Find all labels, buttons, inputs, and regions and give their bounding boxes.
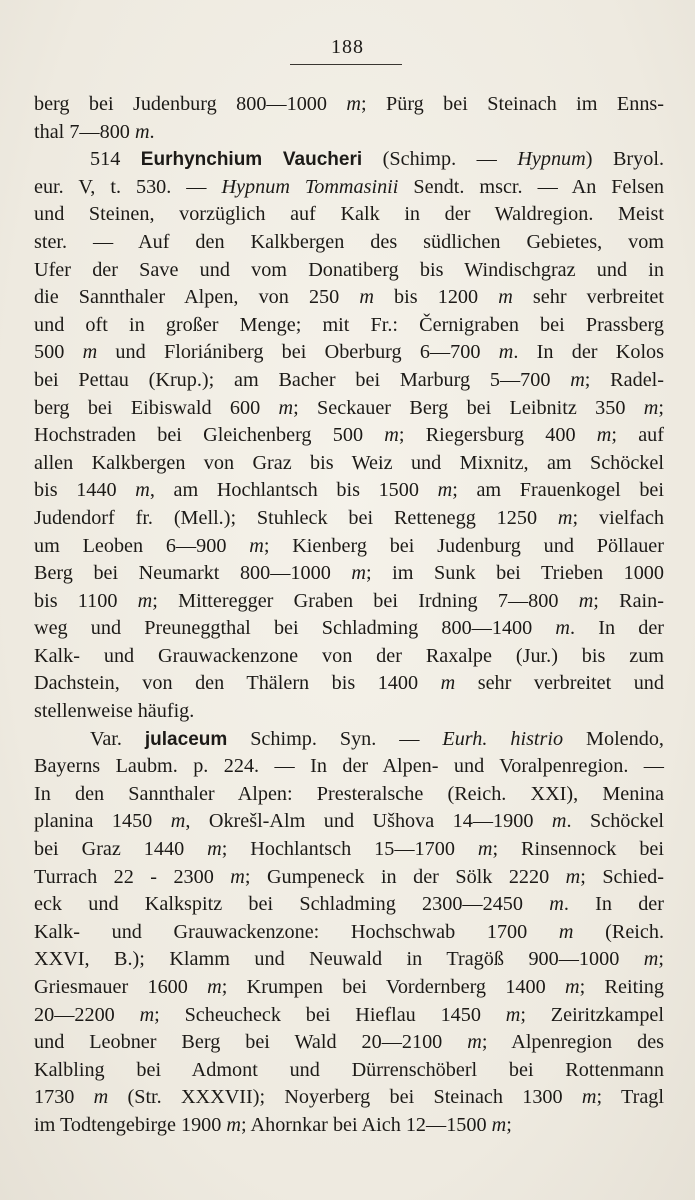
text-segment: ster. — Auf den Kalkbergen des südlichen Gebietes, vom (34, 230, 664, 253)
italic-text: m (359, 286, 374, 309)
text-segment: , Okrešl-Alm und Ušhova 14—1900 (185, 810, 552, 833)
text-segment: um Leoben 6—900 (34, 534, 250, 557)
text-line (34, 919, 664, 947)
text-segment: Turrach 22 - 2300 (34, 865, 231, 888)
text-line (34, 615, 664, 643)
text-segment: Var. (90, 727, 145, 750)
text-segment: ; Riegersburg 400 (398, 424, 597, 447)
italic-text: m (346, 93, 361, 115)
text-segment: berg bei Judenburg 800—1000 (34, 93, 347, 115)
italic-text: m (491, 1113, 507, 1136)
text-segment: bei Pettau (Krup.); am Bacher bei Marburg 5—700 (34, 368, 571, 391)
text-segment: ; Rinsennock bei (492, 838, 664, 861)
text-segment: ; Kienberg bei Judenburg und Pöllauer (263, 534, 664, 557)
italic-text: m (135, 479, 150, 502)
text-segment: 20—2200 (34, 1003, 140, 1026)
text-segment: im Todtengebirge 1900 (34, 1113, 227, 1136)
text-segment: ; Radel- (584, 368, 664, 391)
text-line (34, 505, 664, 533)
italic-text: m (643, 396, 659, 419)
text-line (34, 864, 664, 892)
text-segment: weg und Preuneggthal bei Schladming 800—1400 (34, 617, 556, 640)
italic-text: m (467, 1031, 482, 1054)
italic-text: m (565, 976, 580, 998)
text-segment: sehr verbreitet (512, 286, 664, 309)
text-segment: (Str. XXXVII); Noyerberg bei Steinach 1300 (108, 1086, 582, 1109)
italic-text: m (134, 120, 150, 143)
text-line (34, 229, 664, 257)
text-line (34, 395, 664, 423)
italic-text: m (437, 479, 453, 502)
text-line (34, 698, 664, 726)
text-segment: ; Hochlantsch 15—1700 (221, 838, 478, 861)
text-segment: Hochstraden bei Gleichenberg 500 (34, 424, 385, 447)
text-line (34, 781, 664, 809)
text-line (34, 422, 664, 450)
text-line (34, 450, 664, 478)
text-segment: Kalk- und Grauwackenzone: Hochschwab 1700 (34, 920, 559, 943)
text-line (34, 974, 664, 1002)
italic-text: m (207, 976, 222, 998)
italic-text: m (477, 838, 493, 861)
italic-text: m (581, 1086, 597, 1109)
italic-text: m (139, 1003, 155, 1026)
text-segment: Dachstein, von den Thälern bis 1400 (34, 672, 441, 695)
italic-text: m (226, 1113, 241, 1136)
text-segment: eur. V, t. 530. — (34, 175, 222, 198)
text-segment: Sendt. mscr. — An Felsen (398, 175, 664, 198)
italic-text: m (555, 617, 571, 640)
text-segment: ; Zeiritzkampel (520, 1003, 664, 1026)
text-segment: (Schimp. — (362, 148, 518, 171)
text-line (34, 201, 664, 229)
text-segment: und Steinen, vorzüglich auf Kalk in der Waldregion. Meist (34, 203, 664, 226)
text-segment: sehr verbreitet und (455, 672, 664, 695)
text-line (34, 367, 664, 395)
text-segment: ; Scheucheck bei Hieflau 1450 (154, 1003, 506, 1026)
text-segment: eck und Kalkspitz bei Schladming 2300—2450 (34, 893, 550, 916)
text-segment: Schimp. Syn. — (227, 727, 443, 750)
italic-text: m (82, 341, 98, 364)
text-segment: berg bei Eibiswald 600 (34, 396, 279, 419)
text-line (34, 174, 664, 202)
text-segment: und Leobner Berg bei Wald 20—2100 (34, 1031, 468, 1054)
text-segment: . Schöckel (566, 810, 665, 833)
text-line (34, 91, 664, 119)
text-segment: allen Kalkbergen von Graz bis Weiz und Mixnitz, am Schöckel (34, 451, 664, 474)
text-line (34, 753, 664, 781)
header-rule (290, 64, 402, 65)
text-segment: Ufer der Save und vom Donatiberg bis Windischgraz und in (34, 258, 664, 281)
italic-text: m (570, 368, 585, 391)
text-segment: XXVI, B.); Klamm und Neuwald in Tragöß 900—1000 (34, 948, 644, 971)
text-segment: . In der (563, 893, 664, 916)
italic-text: m (578, 589, 594, 612)
text-segment: ; vielfach (572, 506, 664, 529)
text-line (34, 946, 664, 974)
text-segment: und oft in großer Menge; mit Fr.: Černigraben bei Prassberg (34, 313, 664, 336)
text-segment: bis 1200 (373, 286, 499, 309)
italic-text: m (230, 865, 245, 888)
text-segment: ; Rain- (593, 589, 664, 612)
text-segment: 514 (90, 148, 141, 171)
text-segment: ; (506, 1113, 512, 1136)
text-line (34, 588, 664, 616)
text-line (34, 1112, 664, 1140)
text-line (34, 477, 664, 505)
text-segment: ; Krumpen bei Vordernberg 1400 (221, 976, 566, 998)
text-line (34, 257, 664, 285)
text-segment: In den Sannthaler Alpen: Presteralsche (Reich. XXI), Menina (34, 782, 664, 805)
text-segment: ; Seckauer Berg bei Leibnitz 350 (293, 396, 644, 419)
text-segment: ; im Sunk bei Trieben 1000 (365, 562, 664, 585)
text-line (34, 119, 664, 147)
text-segment: bis 1100 (34, 589, 138, 612)
text-segment: ; Reiting (579, 976, 664, 998)
text-line (34, 808, 664, 836)
text-segment: ; Pürg bei Steinach im Enns- (360, 93, 664, 115)
text-line (34, 891, 664, 919)
text-segment: stellenweise häufig. (34, 700, 195, 723)
italic-text: m (137, 589, 153, 612)
text-line (34, 1002, 664, 1030)
text-line (34, 533, 664, 561)
text-segment: ; Ahornkar bei Aich 12—1500 (241, 1113, 492, 1136)
text-segment: Judendorf fr. (Mell.); Stuhleck bei Rettenegg 1250 (34, 506, 558, 529)
text-segment: planina 1450 (34, 810, 171, 833)
text-segment: Griesmauer 1600 (34, 976, 208, 998)
text-segment: . In der (570, 617, 664, 640)
italic-text: Hypnum (517, 148, 586, 171)
text-segment: 500 (34, 341, 83, 364)
text-segment: thal 7—800 (34, 120, 135, 143)
taxon-name: julaceum (144, 728, 228, 750)
text-segment: (Reich. (573, 920, 664, 943)
italic-text: m (351, 562, 366, 585)
body-text (34, 91, 664, 1140)
italic-text: m (440, 672, 456, 695)
text-segment: . (149, 120, 155, 143)
text-line (34, 284, 664, 312)
text-line (34, 1057, 664, 1085)
text-segment: Kalbling bei Admont und Dürrenschöberl bei Rottenmann (34, 1058, 664, 1081)
text-segment: Molendo, (563, 727, 664, 750)
italic-text: m (93, 1086, 109, 1109)
italic-text: m (557, 506, 573, 529)
text-segment: , am Hochlantsch bis 1500 (149, 479, 438, 502)
text-segment: ; (658, 948, 664, 971)
text-segment: . In der Kolos (513, 341, 664, 364)
text-segment: ) Bryol. (585, 148, 664, 171)
italic-text: m (505, 1003, 521, 1026)
italic-text: Eurh. histrio (442, 727, 564, 750)
text-line (34, 670, 664, 698)
italic-text: m (643, 948, 659, 971)
italic-text: m (498, 286, 513, 309)
text-segment: 1730 (34, 1086, 94, 1109)
text-segment: ; Gumpeneck in der Sölk 2220 (244, 865, 566, 888)
text-line (34, 1084, 664, 1112)
italic-text: m (551, 810, 567, 833)
text-segment: ; (658, 396, 664, 419)
italic-text: m (278, 396, 294, 419)
text-segment: ; Alpenregion des (481, 1031, 665, 1054)
text-line (34, 1029, 664, 1057)
text-segment: Berg bei Neumarkt 800—1000 (34, 562, 352, 585)
page-number: 188 (331, 36, 364, 58)
text-segment: bis 1440 (34, 479, 136, 502)
text-line (34, 726, 664, 754)
italic-text: Hypnum Tommasinii (221, 175, 399, 198)
italic-text: m (384, 424, 399, 447)
text-line (34, 146, 664, 174)
text-segment: die Sannthaler Alpen, von 250 (34, 286, 360, 309)
text-line (34, 560, 664, 588)
text-segment: und Floriániberg bei Oberburg 6—700 (97, 341, 499, 364)
italic-text: m (249, 534, 264, 557)
text-segment: ; Tragl (596, 1086, 664, 1109)
text-segment: Kalk- und Grauwackenzone von der Raxalpe (Jur.) bis zum (34, 644, 664, 667)
text-line (34, 643, 664, 671)
text-line (34, 339, 664, 367)
italic-text: m (565, 865, 581, 888)
italic-text: m (170, 810, 186, 833)
italic-text: m (558, 920, 574, 943)
text-segment: Bayerns Laubm. p. 224. — In der Alpen- und Voralpenregion. — (34, 755, 664, 778)
text-line (34, 312, 664, 340)
italic-text: m (207, 838, 222, 861)
italic-text: m (498, 341, 514, 364)
text-segment: ; Schied- (580, 865, 664, 888)
text-segment: ; Mitteregger Graben bei Irdning 7—800 (152, 589, 579, 612)
text-line (34, 836, 664, 864)
italic-text: m (596, 424, 612, 447)
taxon-name: Eurhynchium Vaucheri (140, 149, 363, 171)
text-segment: ; am Frauenkogel bei (452, 479, 665, 502)
text-segment: ; auf (611, 424, 664, 447)
text-segment: bei Graz 1440 (34, 838, 208, 861)
italic-text: m (549, 893, 564, 916)
